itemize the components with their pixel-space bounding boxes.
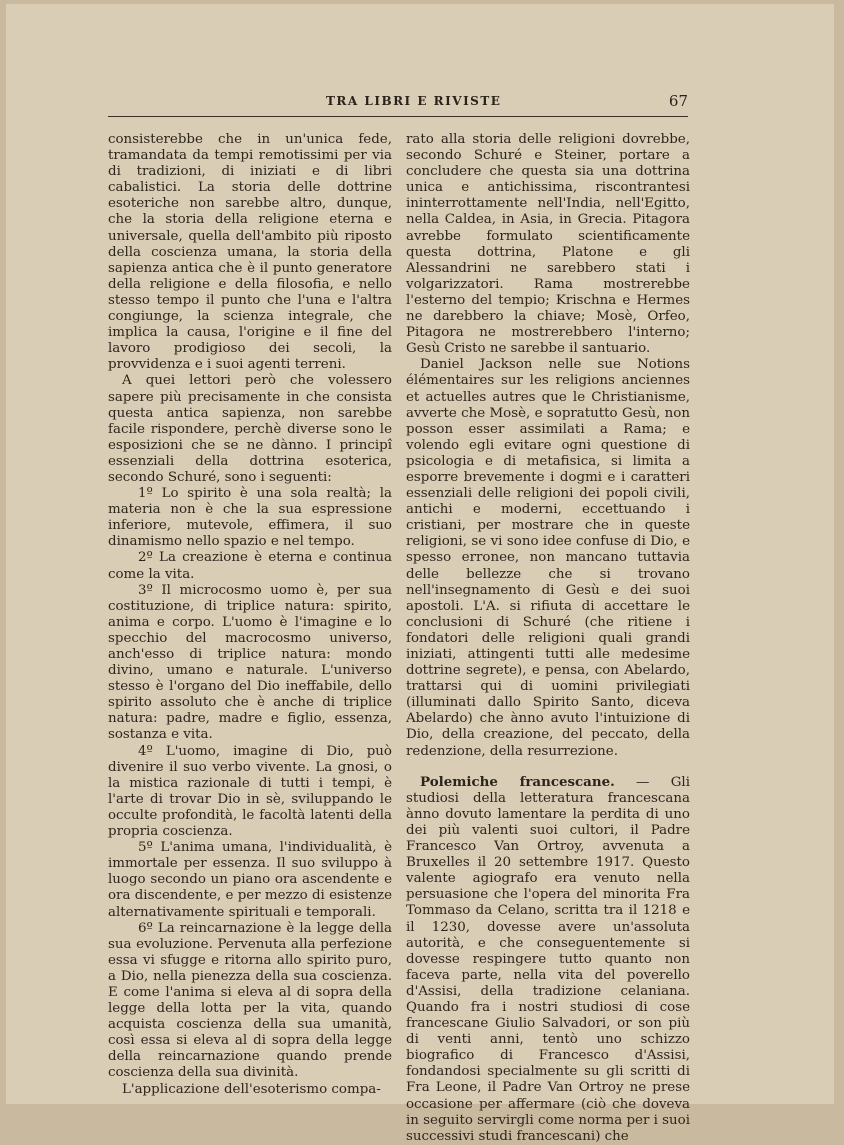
left-column	[108, 132, 392, 1098]
section-text: — Gli studiosi della letteratura francescana ànno dovuto lamentare la perdita di uno dei più valenti suoi cultori, il Padre Francesco Van Ortroy, avvenuta a Bruxelles il 20 settembre 1917. Questo valente agiografo era venuto nella persuasione che l'opera del minorita Fra Tommaso da Celano, scritta tra il 1218 e il 1230, dovesse avere un'assoluta autorità, e che conseguentemente si dovesse respingere tutto quanto non faceva parte, nella vita del poverello d'Assisi, della tradizione celaniana. Quando fra i nostri studiosi di cose francescane Giulio Salvadori, or son più di venti anni, tentò uno schizzo biografico di Francesco d'Assisi, fondandosi specialmente su gli scritti di Fra Leone, il Padre Van Ortroy ne prese occasione per affermare (ciò che doveva in seguito servirgli come norma per i suoi successivi studi francescani) che	[406, 774, 690, 1144]
section-gap	[406, 760, 690, 774]
paragraph: consisterebbe che in un'unica fede, tramandata da tempi remotissimi per via di tradizioni, di iniziati e di libri cabalistici. La storia delle dottrine esoteriche non sarebbe altro, dunque, che la storia della religione eterna e universale, quella dell'ambito più riposto della coscienza umana, la storia della sapienza antica che è il punto generatore della religione e della filosofia, e nello stesso tempo il punto che l'una e l'altra congiunge, la scienza integrale, che implica la causa, l'origine e il fine del lavoro prodigioso dei secoli, la provvidenza e i suoi agenti terreni.	[108, 132, 392, 373]
principle-6: 6º La reincarnazione è la legge della sua evoluzione. Pervenuta alla perfezione essa vi sfugge e ritorna allo spirito puro, a Dio, nella pienezza della sua coscienza. E come l'anima si eleva al di sopra della legge della lotta per la vita, quando acquista coscienza della sua umanità, così essa si eleva al di sopra della legge della reincarnazione quando prende coscienza della sua divinità.	[108, 920, 392, 1081]
principle-3: 3º Il microcosmo uomo è, per sua costituzione, di triplice natura: spirito, anima e corpo. L'uomo è l'imagine e lo specchio del macrocosmo universo, anch'esso di triplice natura: mondo divino, umano e naturale. L'universo stesso è l'organo del Dio ineffabile, dello spirito assoluto che è anche di triplice natura: padre, madre e figlio, essenza, sostanza e vita.	[108, 582, 392, 743]
paragraph: rato alla storia delle religioni dovrebbe, secondo Schuré e Steiner, portare a concludere che questa sia una dottrina unica e antichissima, riscontrantesi ininterrottamente nell'India, nell'Egitto, nella Caldea, in Asia, in Grecia. Pitagora avrebbe formulato scientificamente questa dottrina, Platone e gli Alessandrini ne sarebbero stati i volgarizzatori. Rama mostrerebbe l'esterno del tempio; Krischna e Hermes ne darebbero la chiave; Mosè, Orfeo, Pitagora ne mostrerebbero l'interno; Gesù Cristo ne sarebbe il santuario.	[406, 132, 690, 357]
page-number: 67	[668, 92, 688, 110]
principle-5: 5º L'anima umana, l'individualità, è immortale per essenza. Il suo sviluppo à luogo secondo un piano ora ascendente e ora discendente, e per mezzo di esistenze alternativamente spirituali e temporali.	[108, 840, 392, 920]
section-title: Polemiche francescane.	[420, 773, 615, 790]
page-header	[108, 90, 688, 117]
principle-4: 4º L'uomo, imagine di Dio, può divenire il suo verbo vivente. La gnosi, o la mistica razionale di tutti i tempi, è l'arte di trovar Dio in sè, sviluppando le occulte profondità, le facoltà latenti della propria coscienza.	[108, 743, 392, 840]
running-title: TRA LIBRI E RIVISTE	[326, 94, 502, 108]
paragraph: A quei lettori però che volessero sapere più precisamente in che consista questa antica sapienza, non sarebbe facile rispondere, perchè diverse sono le esposizioni che se ne dànno. I principî essenziali della dottrina esoterica, secondo Schuré, sono i seguenti:	[108, 373, 392, 485]
paragraph: Daniel Jackson nelle sue Notions élémentaires sur les religions anciennes et actuelles autres que le Christianisme, avverte che Mosè, e sopratutto Gesù, non posson esser assimilati a Rama; e volendo egli evitare ogni questione di psicologia e di metafisica, si limita a esporre brevemente i dogmi e i caratteri essenziali delle religioni dei popoli civili, antichi e moderni, eccettuando i cristiani, per mostrare che in queste religioni, se vi sono idee confuse di Dio, e spesso erronee, non mancano tuttavia delle bellezze che si trovano nell'insegnamento di Gesù e dei suoi apostoli. L'A. si rifiuta di accettare le conclusioni di Schuré (che ritiene i fondatori delle religioni quali grandi iniziati, attingenti tutti alle medesime dottrine segrete), e pensa, con Abelardo, trattarsi qui di uomini privilegiati (illuminati dallo Spirito Santo, diceva Abelardo) che ànno avuto l'intuizione di Dio, della creazione, del peccato, della redenzione, della resurrezione.	[406, 357, 690, 759]
paragraph: L'applicazione dell'esoterismo compa-	[122, 1081, 381, 1097]
principle-1: 1º Lo spirito è una sola realtà; la materia non è che la sua espressione inferiore, mutevole, effimera, il suo dinamismo nello spazio e nel tempo.	[108, 486, 392, 550]
section-paragraph	[406, 774, 690, 1145]
right-column	[406, 132, 690, 1145]
principle-2: 2º La creazione è eterna e continua come la vita.	[108, 550, 392, 582]
